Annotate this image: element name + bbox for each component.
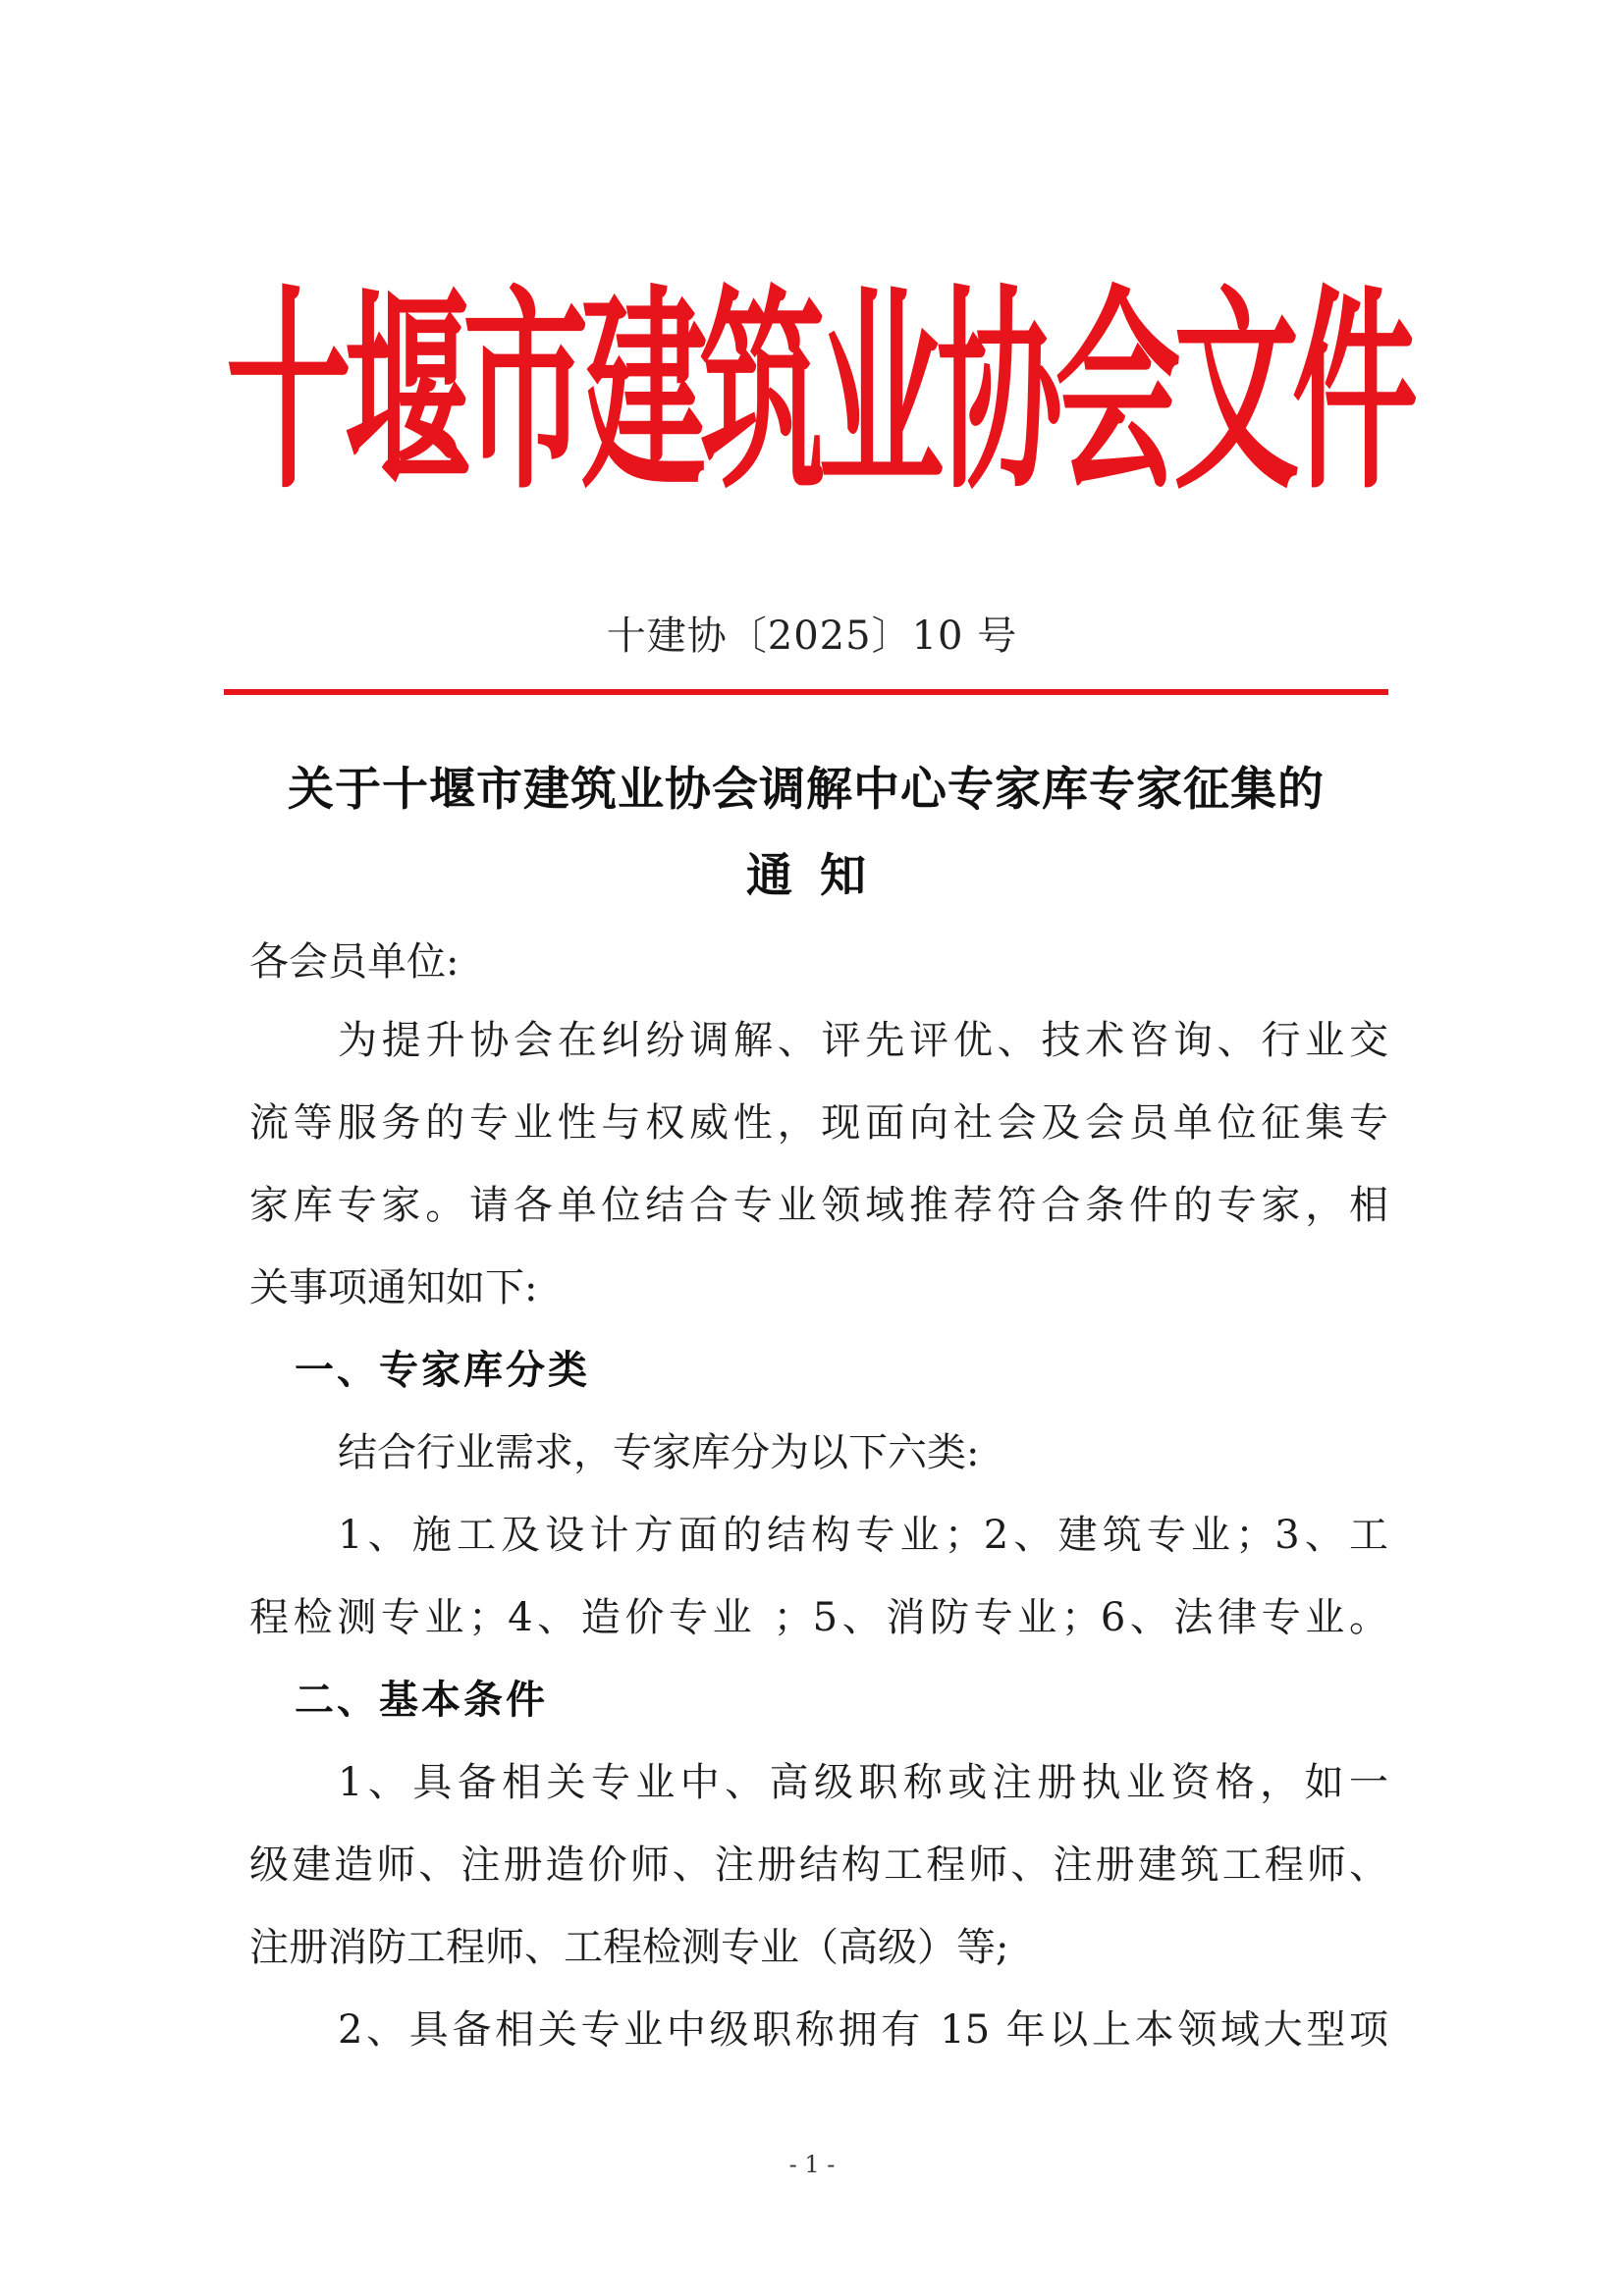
- intro-line: 家库专家。请各单位结合专业领域推荐符合条件的专家，相: [249, 1183, 1388, 1228]
- masthead-char: 业: [818, 268, 945, 520]
- page-number: - 1 -: [788, 2151, 836, 2178]
- section-line: 级建造师、注册造价师、注册结构工程师、注册建筑工程师、: [249, 1842, 1388, 1888]
- red-divider-line: [224, 689, 1388, 695]
- intro-line: 为提升协会在纠纷调解、评先评优、技术咨询、行业交: [338, 1018, 1388, 1063]
- masthead-char: 十: [226, 268, 352, 520]
- intro-line: 流等服务的专业性与权威性，现面向社会及会员单位征集专: [249, 1100, 1388, 1146]
- salutation: 各会员单位:: [249, 939, 460, 985]
- masthead-char: 会: [1055, 268, 1181, 520]
- section-line: 1、具备相关专业中、高级职称或注册执业资格，如一: [338, 1760, 1388, 1805]
- notice-title-line-1: 关于十堰市建筑业协会调解中心专家库专家征集的: [288, 763, 1325, 817]
- masthead-char: 建: [580, 268, 707, 520]
- section-line: 程检测专业；4、造价专业 ；5、消防专业；6、法律专业。: [249, 1595, 1388, 1640]
- masthead-char: 筑: [699, 268, 826, 520]
- section-line: 注册消防工程师、工程检测专业（高级）等;: [249, 1925, 1009, 1970]
- section-line: 1、施工及设计方面的结构专业；2、建筑专业；3、工: [338, 1513, 1388, 1558]
- masthead-char: 文: [1173, 268, 1300, 520]
- masthead-char: 市: [462, 268, 589, 520]
- masthead-title: [226, 268, 1418, 520]
- intro-line: 关事项通知如下:: [249, 1265, 538, 1310]
- masthead-char: 堰: [344, 268, 470, 520]
- masthead-char: 件: [1291, 268, 1418, 520]
- masthead-char: 协: [936, 268, 1062, 520]
- section-line: 结合行业需求，专家库分为以下六类:: [338, 1430, 980, 1475]
- notice-title-line-2: 通知: [746, 849, 893, 903]
- section-heading-categories: 一、专家库分类: [295, 1348, 590, 1393]
- section-line: 2、具备相关专业中级职称拥有 15 年以上本领域大型项: [338, 2007, 1388, 2053]
- document-number: 十建协〔2025〕10 号: [606, 614, 1018, 659]
- section-heading-requirements: 二、基本条件: [295, 1678, 548, 1723]
